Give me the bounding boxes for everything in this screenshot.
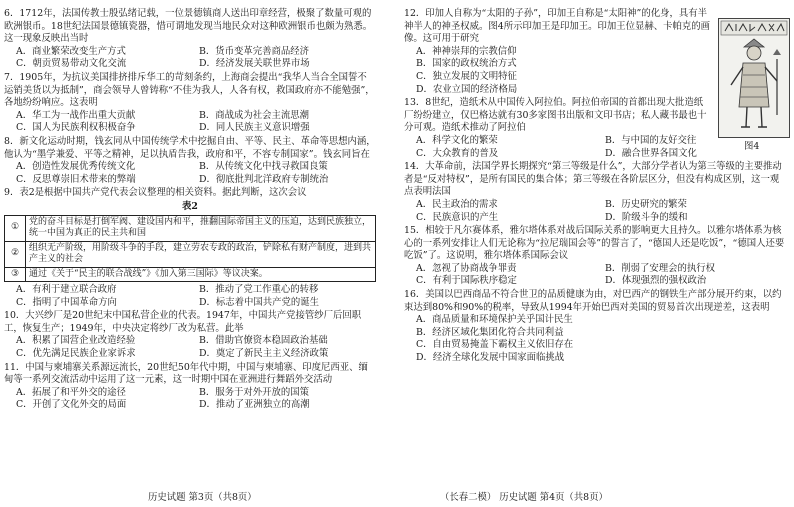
option-b: B．国家的政权统治方式: [416, 58, 517, 70]
question-7: [4, 72, 376, 135]
question-8: [4, 136, 376, 186]
option-a: A．商品质量和环境保护关乎国计民生: [416, 314, 573, 326]
option-c: C．指明了中国革命方向: [16, 296, 117, 308]
option-d: D．阶级斗争的缓和: [605, 211, 688, 223]
options: [404, 46, 710, 96]
option-d: D．经济发展关联世界市场: [199, 58, 310, 70]
option-b: B．经济区域化集团化符合共同利益: [416, 326, 564, 338]
option-d: D．农业立国的经济格局: [416, 83, 518, 95]
question-stem: 11．中国与柬埔寨关系源远流长，20世纪50年代中期，中国与柬埔寨、印度尼西亚、缅甸等一系列交流活动中运用了这一元素，这一时期中国在亚洲进行舞蹈外交活动: [4, 361, 368, 386]
options: [4, 46, 376, 71]
option-a: A．积累了国营企业改造经验: [16, 335, 136, 347]
figure-caption: 图4: [744, 141, 760, 152]
table-row: [5, 267, 376, 282]
option-c: C．开创了文化外交的局面: [16, 399, 127, 411]
question-15: [404, 225, 788, 288]
row-text: 组织无产阶级，用阶级斗争的手段，建立劳农专政的政治，铲除私有财产制度，进到共产主义的社会: [26, 241, 376, 267]
option-b: B．从传统文化中找寻救国良策: [199, 161, 328, 173]
question-stem: 6．1712年，法国传教士殷弘绪记载，一位景德镇商人送出印章经营，极聚了数量可观的欧洲银币。18世纪法国景德镇瓷器，惜可谓地发现当地民众对这种欧洲银币也颇为熟悉。这一现象反映出当时: [4, 8, 373, 45]
page-footer-left: 历史试题 第3页（共8页）: [148, 492, 257, 503]
option-a: A．忽视了协商战争罪责: [416, 262, 517, 274]
option-b: B．历史研究的繁荣: [605, 198, 687, 210]
question-6: [4, 8, 376, 71]
option-c: C．优先满足民族企业家诉求: [16, 347, 136, 359]
options: [4, 335, 376, 360]
question-stem: 8．新文化运动时期，钱玄同从中国传统学术中挖掘自由、平等、民主、革命等思想内涵，他认为“墨学兼爱、平等之精神，足以执盾告我，政府和平，不容专制国家”。钱玄同旨在: [4, 135, 376, 160]
options: [4, 387, 376, 412]
question-stem: 15．相较于凡尔赛体系，雅尔塔体系对战后国际关系的影响更大且持久。以雅尔塔体系为核心的一系列安排让人们无论称为“拉尼瑞国会等”的誓言了，“德国人还是吃饭”，“德国人还要吃饭”了。这说明，雅尔塔体系国际会议: [404, 225, 785, 262]
option-b: B．货币变革完善商品经济: [199, 45, 310, 57]
question-stem: 16．美国以巴西商品不符合世卫的品质健康为由，对巴西产的钢铁生产部分展开约束，以约束达到80%和90%的税率，导致从1994年开始巴西对美国的贸易首次出现逆差，这表明: [404, 289, 782, 313]
question-stem: 13．8世纪，造纸术从中国传入阿拉伯。阿拉伯帝国的首都出现大批造纸厂纷纷建立，仅巴格达就有30多家图书出版和文印书店；私人藏书最也十分可观。造纸术推动了阿拉伯: [404, 97, 707, 134]
question-11: [4, 362, 376, 412]
option-d: D．体现强烈的强权政治: [605, 275, 707, 287]
option-d: D．奠定了新民主主义经济政策: [199, 347, 329, 359]
option-a: A．创造性发展优秀传统文化: [16, 161, 136, 173]
option-d: D．推动了亚洲独立的高潮: [199, 399, 310, 411]
row-text: 通过《关于“民主的联合战线”》《加入第三国际》等议决案。: [26, 267, 376, 282]
option-a: A．华工为一战作出重大贡献: [16, 109, 136, 121]
options: [404, 314, 788, 364]
option-d: D．标志着中国共产党的诞生: [199, 296, 320, 308]
option-d: D．融合世界各国文化: [605, 147, 697, 159]
option-d: D．同人民族主义意识增强: [199, 122, 310, 134]
inca-ruler-illustration: [718, 18, 790, 138]
option-c: C．民族意识的产生: [416, 211, 499, 223]
data-table: [4, 215, 376, 283]
row-number: ③: [5, 267, 26, 282]
question-10: [4, 310, 376, 360]
question-stem: 10．大兴纱厂是20世纪末中国私营企业的代表。1947年，中国共产党接管纱厂后回职工，恢复生产；1949年，中央决定将纱厂改为私营。此举: [4, 310, 362, 334]
option-c: C．朝贡贸易带动文化交流: [16, 58, 127, 70]
question-16: [404, 289, 788, 365]
option-c: C．有利于国际秩序稳定: [416, 275, 517, 287]
option-a: A．商业繁荣改变生产方式: [16, 45, 126, 57]
option-c: C．大众教育的普及: [416, 147, 499, 159]
option-b: B．商战成为社会主流思潮: [199, 109, 310, 121]
options: [4, 110, 376, 135]
option-c: C．独立发展的文明特征: [416, 70, 517, 82]
option-b: B．推动了党工作重心的转移: [199, 284, 319, 295]
option-b: B．借助官僚资本稳固政治基础: [199, 335, 328, 347]
inca-ruler-drawing: [719, 19, 789, 137]
question-9: [4, 187, 376, 309]
question-14: [404, 161, 788, 224]
option-d: D．彻底批判北洋政府专制统治: [199, 173, 329, 185]
question-12: [404, 8, 710, 96]
options: [4, 284, 376, 309]
question-stem: 7．1905年，为抗议美国排挤排斥华工的苛刻条约，上海商会提出“我华人当合全国誓不运销美货以为抵制”，商会领导人曾铸称“不佳为我人，人各有权，救国政府亦不能勉强”，各地纷纷响应。这表明: [4, 71, 375, 109]
row-number: ②: [5, 241, 26, 267]
option-a: A．科学文化的繁荣: [416, 134, 498, 146]
option-a: A．拓展了和平外交的途径: [16, 386, 126, 398]
question-stem: 9．表2是根据中国共产党代表会议整理的相关资料。据此判断，这次会议: [4, 187, 307, 199]
option-c: C．反思尊崇旧术带来的弊端: [16, 173, 136, 185]
table-row: [5, 241, 376, 267]
options: [404, 199, 788, 224]
option-d: D．经济全球化发展中国家面临挑战: [416, 352, 565, 364]
option-a: A．有利于建立联合政府: [16, 284, 117, 295]
options: [404, 263, 788, 288]
option-b: B．与中国的友好交往: [605, 134, 697, 146]
question-stem: 14．大革命前，法国学界长期探究“第三等级是什么”，大部分学者认为第三等级的主要推动者是“反对特权”，是所有国民的集合体；第三等级在各阶层区分，但没有构成区别，这一观点表明法国: [404, 161, 782, 198]
option-c: C．国人为民族利权积极奋争: [16, 122, 136, 134]
page-footer-right: （长春二模） 历史试题 第4页（共8页）: [440, 492, 608, 503]
table-title: 表2: [182, 200, 198, 212]
option-a: A．神神崇拜的宗教信仰: [416, 45, 517, 57]
option-a: A．民主政治的需求: [416, 198, 498, 210]
question-stem: 12．印加人自称为“太阳的子孙”，印加王自称是“太阳神”的化身，具有半神半人的神圣权威。图4所示印加王是印加王。印加王位显赫、卡帕克的画像。这可用于研究: [404, 8, 710, 45]
table-row: [5, 215, 376, 241]
options: [4, 161, 376, 186]
option-b: B．服务于对外开放的国策: [199, 386, 310, 398]
row-number: ①: [5, 215, 26, 241]
option-c: C．自由贸易掩盖下霸权主义依旧存在: [416, 339, 574, 351]
row-text: 党的奋斗目标是打倒军阀、建设国内和平，推翻国际帝国主义的压迫，达到民族独立，统一中国为真正的民主共和国: [26, 215, 376, 241]
left-page: [4, 8, 376, 413]
option-b: B．削弱了安理会的执行权: [605, 262, 716, 274]
